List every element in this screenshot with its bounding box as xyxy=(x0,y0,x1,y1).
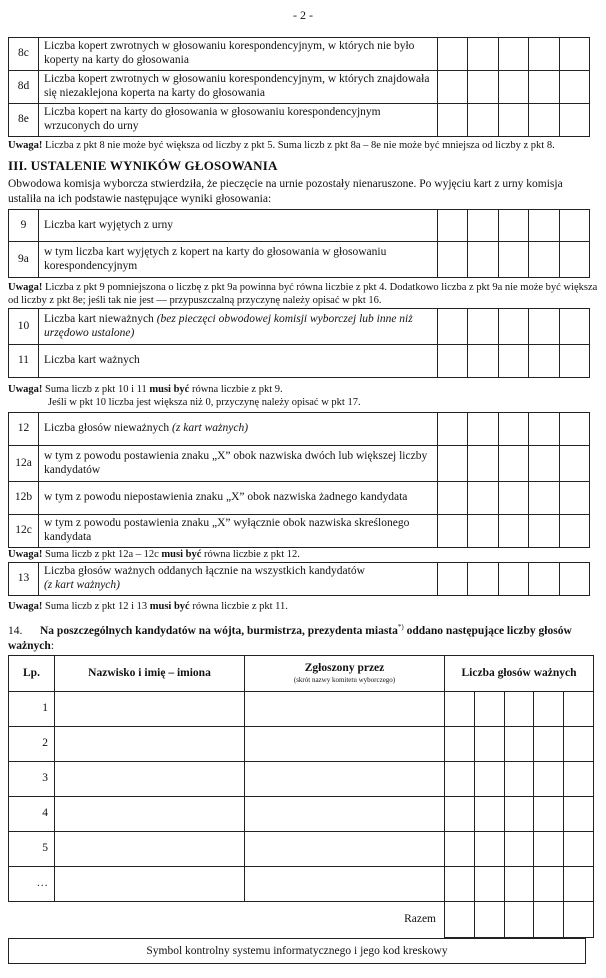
digit-box[interactable] xyxy=(468,309,498,345)
barcode-box: Symbol kontrolny systemu informatycznego i jego kod kreskowy xyxy=(8,938,586,964)
candidate-name-cell[interactable] xyxy=(55,867,245,902)
table-cards xyxy=(8,209,590,278)
digit-box[interactable] xyxy=(498,309,528,345)
digit-box[interactable] xyxy=(468,242,498,278)
digit-box[interactable] xyxy=(529,482,559,515)
candidate-name-cell[interactable] xyxy=(55,797,245,832)
candidate-lp: 1 xyxy=(9,692,55,727)
digit-box[interactable] xyxy=(564,832,594,867)
candidate-committee-cell[interactable] xyxy=(245,797,445,832)
row-label: Liczba kopert zwrotnych w głosowaniu korespondencyjnym, w których znajdowała się niezaklejona koperta na karty do głosowania xyxy=(38,71,437,104)
digit-box[interactable] xyxy=(437,71,467,104)
section-3-intro: Obwodowa komisja wyborcza stwierdziła, że pieczęcie na urnie pozostały nienaruszone. Po wyjęciu kart z urny komisja ustaliła na ich podstawie następujące wyniki głosowania: xyxy=(8,178,563,205)
digit-box[interactable] xyxy=(534,867,564,902)
row-9a xyxy=(9,242,590,278)
row-number: 12 xyxy=(9,413,39,446)
row-8d xyxy=(9,71,590,104)
digit-box[interactable] xyxy=(559,515,589,548)
digit-box[interactable] xyxy=(504,762,534,797)
header-votes: Liczba głosów ważnych xyxy=(445,656,594,692)
digit-box[interactable] xyxy=(437,38,467,71)
digit-box[interactable] xyxy=(504,832,534,867)
digit-box[interactable] xyxy=(534,692,564,727)
digit-box[interactable] xyxy=(504,902,534,938)
digit-box[interactable] xyxy=(468,104,498,137)
row-number: 12b xyxy=(9,482,39,515)
digit-box[interactable] xyxy=(529,242,559,278)
row-label: Liczba głosów ważnych oddanych łącznie na wszystkich kandydatów (z kart ważnych) xyxy=(38,563,437,596)
digit-box[interactable] xyxy=(529,210,559,242)
digit-box[interactable] xyxy=(498,242,528,278)
digit-box[interactable] xyxy=(559,104,589,137)
digit-box[interactable] xyxy=(445,727,475,762)
digit-box[interactable] xyxy=(437,309,467,345)
digit-box[interactable] xyxy=(437,413,467,446)
header-name: Nazwisko i imię – imiona xyxy=(55,656,245,692)
candidate-name-cell[interactable] xyxy=(55,692,245,727)
digit-box[interactable] xyxy=(529,563,559,596)
table-invalid-votes xyxy=(8,412,590,548)
digit-box[interactable] xyxy=(534,727,564,762)
digit-box[interactable] xyxy=(468,446,498,482)
row-number: 10 xyxy=(9,309,39,345)
candidate-committee-cell[interactable] xyxy=(245,867,445,902)
header-submitted: Zgłoszony przez (skrót nazwy komitetu wyborczego) xyxy=(245,656,445,692)
digit-box[interactable] xyxy=(445,902,475,938)
digit-box[interactable] xyxy=(437,482,467,515)
digit-box[interactable] xyxy=(564,727,594,762)
digit-box[interactable] xyxy=(474,867,504,902)
row-label: Liczba kart ważnych xyxy=(38,345,437,378)
digit-box[interactable] xyxy=(529,309,559,345)
row-8e xyxy=(9,104,590,137)
row-label: w tym z powodu niepostawienia znaku „X” obok nazwiska żadnego kandydata xyxy=(38,482,437,515)
digit-box[interactable] xyxy=(468,515,498,548)
row-label: w tym liczba kart wyjętych z kopert na karty do głosowania w głosowaniu korespondencyjnym xyxy=(38,242,437,278)
table-card-validity xyxy=(8,308,590,378)
digit-box[interactable] xyxy=(437,563,467,596)
digit-box[interactable] xyxy=(559,563,589,596)
digit-box[interactable] xyxy=(534,832,564,867)
digit-box[interactable] xyxy=(474,692,504,727)
digit-box[interactable] xyxy=(559,71,589,104)
candidate-committee-cell[interactable] xyxy=(245,832,445,867)
digit-box[interactable] xyxy=(559,309,590,345)
row-12c xyxy=(9,515,590,548)
row-10 xyxy=(9,309,590,345)
digit-box[interactable] xyxy=(564,797,594,832)
digit-box[interactable] xyxy=(498,104,528,137)
digit-box[interactable] xyxy=(504,797,534,832)
row-label: Liczba kopert zwrotnych w głosowaniu korespondencyjnym, w których nie było koperty na karty do głosowania xyxy=(38,38,437,71)
row-12 xyxy=(9,413,590,446)
digit-box[interactable] xyxy=(498,515,528,548)
note-5: Uwaga! Suma liczb z pkt 12 i 13 musi być równa liczbie z pkt 11. xyxy=(8,601,288,612)
row-13 xyxy=(9,563,590,596)
digit-box[interactable] xyxy=(504,692,534,727)
candidate-row xyxy=(9,762,594,797)
digit-box[interactable] xyxy=(559,446,589,482)
row-number: 12c xyxy=(9,515,39,548)
digit-box[interactable] xyxy=(559,413,589,446)
table-valid-votes xyxy=(8,562,590,596)
row-label: w tym z powodu postawienia znaku „X” wyłącznie obok nazwiska skreślonego kandydata xyxy=(38,515,437,548)
row-number: 12a xyxy=(9,446,39,482)
digit-box[interactable] xyxy=(445,762,475,797)
candidates-table xyxy=(8,655,594,938)
row-12b xyxy=(9,482,590,515)
digit-box[interactable] xyxy=(529,71,559,104)
digit-box[interactable] xyxy=(559,482,589,515)
digit-box[interactable] xyxy=(498,210,528,242)
digit-box[interactable] xyxy=(564,867,594,902)
digit-box[interactable] xyxy=(529,446,559,482)
digit-box[interactable] xyxy=(534,762,564,797)
digit-box[interactable] xyxy=(529,104,559,137)
candidate-lp: 4 xyxy=(9,797,55,832)
row-9 xyxy=(9,210,590,242)
digit-box[interactable] xyxy=(445,867,475,902)
digit-box[interactable] xyxy=(564,762,594,797)
row-number: 9 xyxy=(9,210,39,242)
row-number: 8d xyxy=(9,71,39,104)
digit-box[interactable] xyxy=(474,902,504,938)
digit-box[interactable] xyxy=(498,38,528,71)
digit-box[interactable] xyxy=(474,727,504,762)
note-4: Uwaga! Suma liczb z pkt 12a – 12c musi być równa liczbie z pkt 12. xyxy=(8,549,300,560)
digit-box[interactable] xyxy=(437,345,467,378)
digit-box[interactable] xyxy=(437,446,467,482)
digit-box[interactable] xyxy=(559,345,590,378)
digit-box[interactable] xyxy=(437,210,467,242)
row-number: 9a xyxy=(9,242,39,278)
digit-box[interactable] xyxy=(504,867,534,902)
row-number: 13 xyxy=(9,563,39,596)
digit-box[interactable] xyxy=(474,762,504,797)
digit-box[interactable] xyxy=(437,515,467,548)
candidate-name-cell[interactable] xyxy=(55,832,245,867)
digit-box[interactable] xyxy=(445,692,475,727)
note-2: Uwaga! Liczba z pkt 9 pomniejszona o liczbę z pkt 9a powinna być równa liczbie z pkt 4. Dodatkowo liczba z pkt 9a nie może być większa od liczby z pkt 8e; jeśli tak nie jest — przypuszczalną przyczynę należy opisać w pkt 16. xyxy=(8,282,598,307)
digit-box[interactable] xyxy=(529,345,559,378)
row-label: Liczba kopert na karty do głosowania w głosowaniu korespondencyjnym wrzuconych do urny xyxy=(38,104,437,137)
row-label: Liczba kart wyjętych z urny xyxy=(38,210,437,242)
section-14-title: 14. Na poszczególnych kandydatów na wójta, burmistrza, prezydenta miasta*) oddano następujące liczby głosów ważnych: xyxy=(8,623,572,652)
digit-box[interactable] xyxy=(468,563,498,596)
candidate-row xyxy=(9,692,594,727)
row-12a xyxy=(9,446,590,482)
note-1: Uwaga! Liczba z pkt 8 nie może być większa od liczby z pkt 5. Suma liczb z pkt 8a – 8e nie może być mniejsza od liczby z pkt 8. xyxy=(8,140,555,151)
digit-box[interactable] xyxy=(445,832,475,867)
candidate-name-cell[interactable] xyxy=(55,727,245,762)
digit-box[interactable] xyxy=(445,797,475,832)
page-number: - 2 - xyxy=(293,8,313,22)
digit-box[interactable] xyxy=(468,38,498,71)
digit-box[interactable] xyxy=(437,104,467,137)
digit-box[interactable] xyxy=(498,345,528,378)
candidate-lp: 2 xyxy=(9,727,55,762)
candidate-committee-cell[interactable] xyxy=(245,692,445,727)
digit-box[interactable] xyxy=(559,242,589,278)
digit-box[interactable] xyxy=(564,902,594,938)
digit-box[interactable] xyxy=(468,413,498,446)
table-envelopes xyxy=(8,37,590,137)
digit-box[interactable] xyxy=(534,797,564,832)
digit-box[interactable] xyxy=(559,210,589,242)
digit-box[interactable] xyxy=(498,71,528,104)
candidate-lp: 5 xyxy=(9,832,55,867)
digit-box[interactable] xyxy=(559,38,589,71)
digit-box[interactable] xyxy=(498,482,528,515)
candidate-row xyxy=(9,797,594,832)
digit-box[interactable] xyxy=(564,692,594,727)
row-label: Liczba kart nieważnych (bez pieczęci obwodowej komisji wyborczej lub inne niż urzędowo ustalone) xyxy=(38,309,437,345)
candidate-row xyxy=(9,832,594,867)
candidate-committee-cell[interactable] xyxy=(245,762,445,797)
digit-box[interactable] xyxy=(498,563,528,596)
digit-box[interactable] xyxy=(498,413,528,446)
candidate-name-cell[interactable] xyxy=(55,762,245,797)
digit-box[interactable] xyxy=(468,482,498,515)
row-8c xyxy=(9,38,590,71)
row-number: 11 xyxy=(9,345,39,378)
row-11 xyxy=(9,345,590,378)
candidate-lp: 3 xyxy=(9,762,55,797)
digit-box[interactable] xyxy=(468,71,498,104)
total-label: Razem xyxy=(9,902,445,938)
digit-box[interactable] xyxy=(504,727,534,762)
row-number: 8c xyxy=(9,38,39,71)
total-row xyxy=(9,902,594,938)
section-3-title: III. USTALENIE WYNIKÓW GŁOSOWANIA xyxy=(8,158,278,173)
digit-box[interactable] xyxy=(474,832,504,867)
note-3: Uwaga! Suma liczb z pkt 10 i 11 musi być równa liczbie z pkt 9. Jeśli w pkt 10 liczba jest większa niż 0, przyczynę należy opisać w pkt 17. xyxy=(8,384,361,409)
digit-box[interactable] xyxy=(529,38,559,71)
candidate-row xyxy=(9,867,594,902)
row-number: 8e xyxy=(9,104,39,137)
digit-box[interactable] xyxy=(468,210,498,242)
digit-box[interactable] xyxy=(529,413,559,446)
digit-box[interactable] xyxy=(534,902,564,938)
row-label: w tym z powodu postawienia znaku „X” obok nazwiska dwóch lub większej liczby kandydatów xyxy=(38,446,437,482)
digit-box[interactable] xyxy=(529,515,559,548)
digit-box[interactable] xyxy=(474,797,504,832)
row-label: Liczba głosów nieważnych (z kart ważnych) xyxy=(38,413,437,446)
digit-box[interactable] xyxy=(498,446,528,482)
candidate-lp: … xyxy=(9,867,55,902)
candidate-committee-cell[interactable] xyxy=(245,727,445,762)
candidate-row xyxy=(9,727,594,762)
header-lp: Lp. xyxy=(9,656,55,692)
digit-box[interactable] xyxy=(468,345,498,378)
digit-box[interactable] xyxy=(437,242,467,278)
